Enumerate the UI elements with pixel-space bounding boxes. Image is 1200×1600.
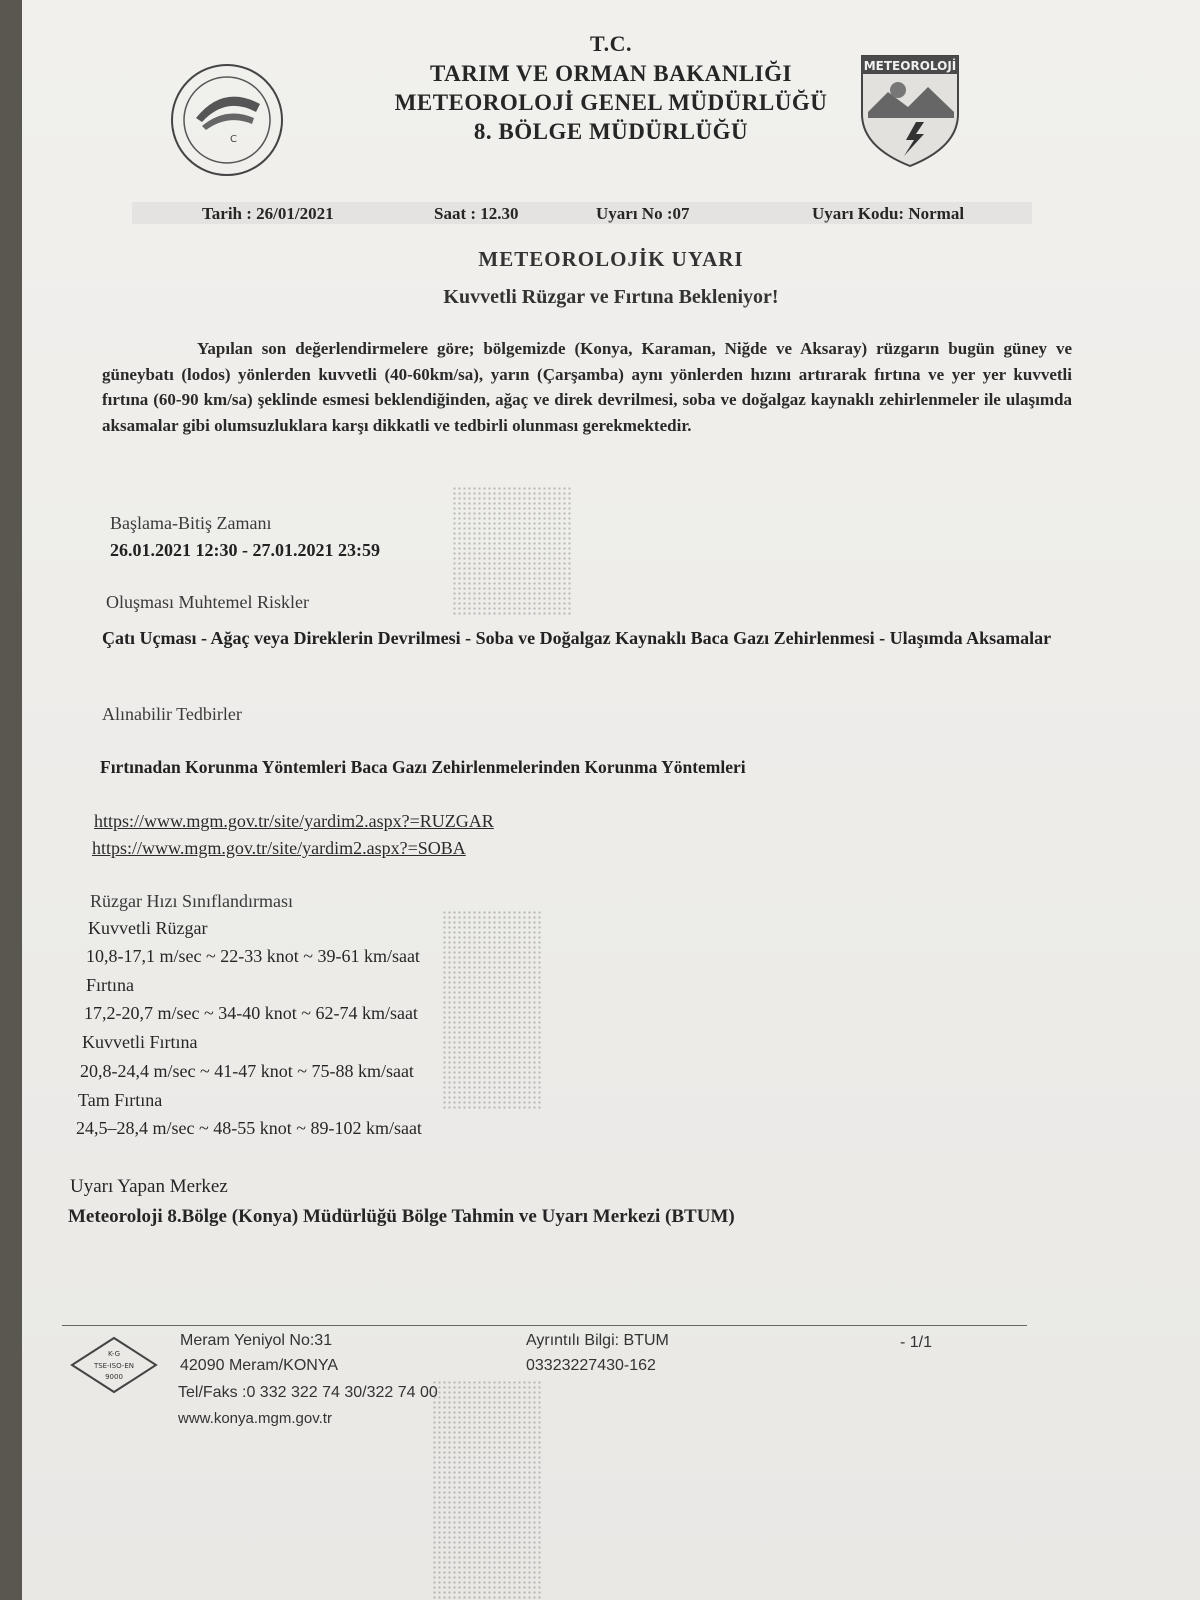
issuer-label: Uyarı Yapan Merkez xyxy=(70,1176,228,1197)
warning-code: Uyarı Kodu: Normal xyxy=(812,204,965,223)
risks-label: Oluşması Muhtemel Riskler xyxy=(106,592,309,612)
link-ruzgar[interactable]: https://www.mgm.gov.tr/site/yardim2.aspx?=RUZGAR xyxy=(94,811,494,831)
logo-label: METEOROLOJİ xyxy=(863,59,957,73)
footer-phone: Tel/Faks :0 332 322 74 30/322 74 00 xyxy=(178,1384,438,1401)
wind-class-name: Kuvvetli Rüzgar xyxy=(88,918,208,938)
header-directorate: METEOROLOJİ GENEL MÜDÜRLÜĞÜ xyxy=(394,90,828,115)
scan-artifact xyxy=(452,486,572,616)
issuer-name: Meteoroloji 8.Bölge (Konya) Müdürlüğü Bölge Tahmin ve Uyarı Merkezi (BTUM) xyxy=(68,1206,735,1227)
footer-address-2: 42090 Meram/KONYA xyxy=(180,1357,338,1374)
wind-class-name: Fırtına xyxy=(86,975,134,995)
scan-artifact xyxy=(432,1380,542,1600)
warning-subtitle: Kuvvetli Rüzgar ve Fırtına Bekleniyor! xyxy=(443,286,779,308)
wind-class-range: 24,5–28,4 m/sec ~ 48-55 knot ~ 89-102 km/saat xyxy=(76,1118,422,1138)
wind-class-range: 20,8-24,4 m/sec ~ 41-47 knot ~ 75-88 km/saat xyxy=(80,1061,414,1081)
header-region: 8. BÖLGE MÜDÜRLÜĞÜ xyxy=(473,119,749,144)
wind-class-title: Rüzgar Hızı Sınıflandırması xyxy=(90,891,293,911)
period-value: 26.01.2021 12:30 - 27.01.2021 23:59 xyxy=(110,540,380,560)
header-tc: T.C. xyxy=(590,31,632,56)
wind-class-name: Kuvvetli Fırtına xyxy=(82,1032,198,1052)
iso-certification-logo xyxy=(68,1334,160,1396)
page-number: - 1/1 xyxy=(900,1334,933,1351)
footer-detail-phone: 03323227430-162 xyxy=(526,1357,656,1374)
wind-class-range: 10,8-17,1 m/sec ~ 22-33 knot ~ 39-61 km/saat xyxy=(86,946,420,966)
risks-text: Çatı Uçması - Ağaç veya Direklerin Devrilmesi - Soba ve Doğalgaz Kaynaklı Baca Gazı Zehirlenmesi - Ulaşımda Aksamalar xyxy=(102,628,1052,648)
measures-label: Alınabilir Tedbirler xyxy=(102,704,242,724)
footer-website: www.konya.mgm.gov.tr xyxy=(178,1410,332,1427)
wind-class-name: Tam Fırtına xyxy=(78,1090,163,1110)
time-field: Saat : 12.30 xyxy=(434,204,519,223)
link-soba[interactable]: https://www.mgm.gov.tr/site/yardim2.aspx?=SOBA xyxy=(92,838,466,858)
date-field: Tarih : 26/01/2021 xyxy=(202,204,334,223)
footer-address-1: Meram Yeniyol No:31 xyxy=(180,1332,333,1349)
svg-text:TSE-ISO-EN: TSE-ISO-EN xyxy=(93,1362,135,1370)
svg-text:K-G: K-G xyxy=(107,1350,121,1358)
svg-text:C: C xyxy=(230,134,237,145)
measures-text: Fırtınadan Korunma Yöntemleri Baca Gazı Zehirlenmelerinden Korunma Yöntemleri xyxy=(100,757,746,777)
document-page xyxy=(22,0,1200,1600)
scan-artifact xyxy=(442,910,542,1110)
header-ministry: TARIM VE ORMAN BAKANLIĞI xyxy=(430,61,792,86)
warning-title: METEOROLOJİK UYARI xyxy=(478,247,744,271)
svg-text:9000: 9000 xyxy=(105,1373,123,1381)
period-label: Başlama-Bitiş Zamanı xyxy=(110,513,272,533)
wind-class-range: 17,2-20,7 m/sec ~ 34-40 knot ~ 62-74 km/saat xyxy=(84,1003,418,1023)
body-paragraph: Yapılan son değerlendirmelere göre; bölgemizde (Konya, Karaman, Niğde ve Aksaray) rüzgarın bugün güney ve güneybatı (lodos) yönlerden kuvvetli (40-60km/sa), yarın (Çarşamba) aynı yönlerden hızını artırarak fırtına ve yer yer kuvvetli fırtına (60-90 km/sa) şeklinde esmesi beklendiğinden, ağaç ve direk devrilmesi, soba ve doğalgaz kaynaklı zehirlenmeler ile ulaşımda aksamalar gibi olumsuzluklara karşı dikkatli ve tedbirli olunması gerekmektedir. xyxy=(102,339,1072,435)
footer-detail-label: Ayrıntılı Bilgi: BTUM xyxy=(526,1332,669,1349)
meteoroloji-shield-logo xyxy=(858,52,962,170)
warning-number: Uyarı No :07 xyxy=(596,204,690,223)
footer-divider xyxy=(62,1325,1027,1326)
